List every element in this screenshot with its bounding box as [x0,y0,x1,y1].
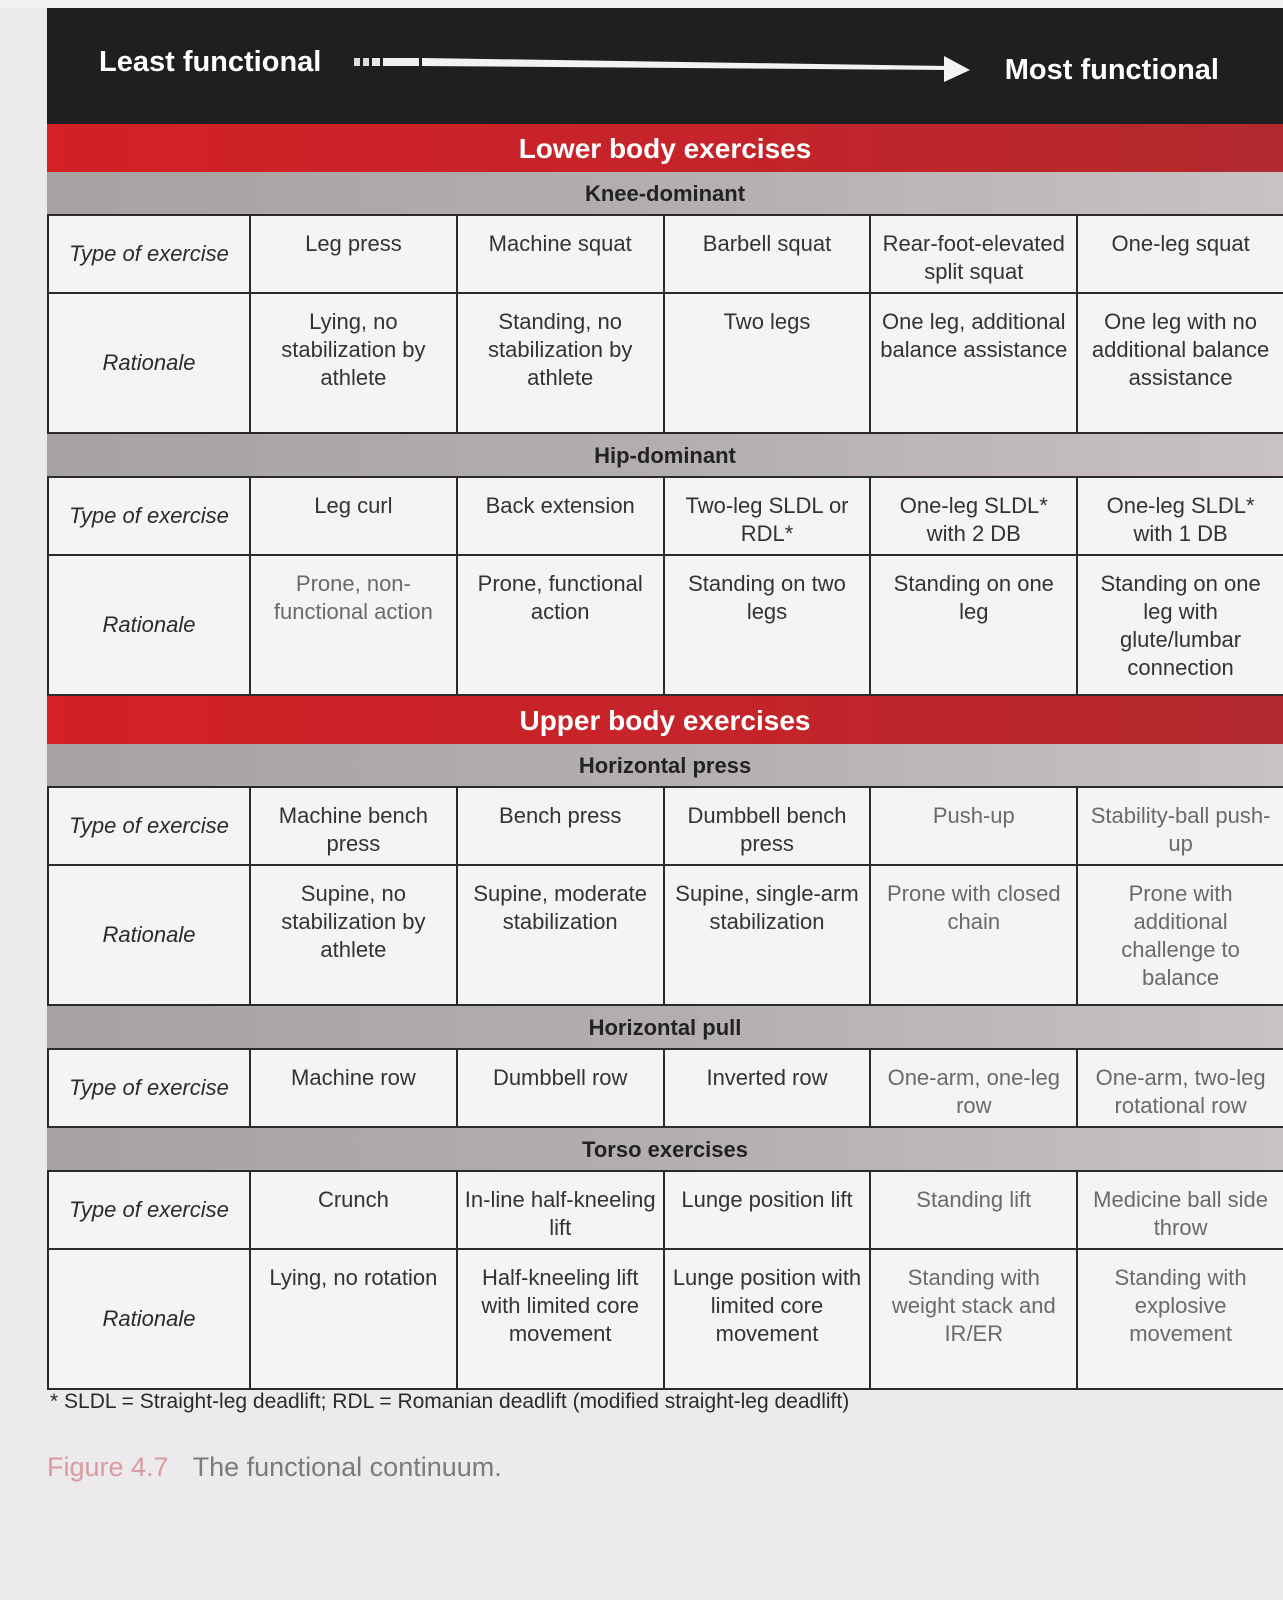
continuum-header [47,8,1283,124]
group-heading: Horizontal press [47,744,1283,786]
functional-continuum-figure [47,8,1283,1390]
table-cell: Prone, non-functional action [250,555,457,695]
row-label: Rationale [48,865,250,1005]
table-cell: Medicine ball side throw [1077,1171,1283,1249]
exercise-table [47,1048,1283,1128]
exercise-sections [47,124,1283,1390]
table-cell: Half-kneeling lift with limited core movement [457,1249,664,1389]
row-label: Type of exercise [48,1049,250,1127]
continuum-arrow-icon [352,48,982,88]
table-cell: One-leg SLDL* with 1 DB [1077,477,1283,555]
group-heading: Knee-dominant [47,172,1283,214]
top-paper-edge [0,0,1283,8]
table-cell: Two legs [664,293,871,433]
table-cell: One leg with no additional balance assistance [1077,293,1283,433]
table-cell: Bench press [457,787,664,865]
table-row [48,215,1283,293]
table-cell: Standing with weight stack and IR/ER [870,1249,1077,1389]
table-row [48,1049,1283,1127]
table-row [48,865,1283,1005]
exercise-table [47,214,1283,434]
figure-caption [47,1452,502,1483]
table-cell: Standing on one leg with glute/lumbar connection [1077,555,1283,695]
table-cell: Machine row [250,1049,457,1127]
table-cell: Inverted row [664,1049,871,1127]
group-heading: Torso exercises [47,1128,1283,1170]
most-functional-label: Most functional [1004,54,1219,86]
table-cell: Supine, no stabilization by athlete [250,865,457,1005]
row-label: Type of exercise [48,215,250,293]
table-cell: One-arm, one-leg row [870,1049,1077,1127]
table-cell: Prone, functional action [457,555,664,695]
table-cell: Standing with explosive movement [1077,1249,1283,1389]
exercise-table [47,786,1283,1006]
table-cell: Dumbbell bench press [664,787,871,865]
table-cell: Standing, no stabilization by athlete [457,293,664,433]
row-label: Type of exercise [48,787,250,865]
table-cell: Supine, moderate stabilization [457,865,664,1005]
table-cell: Leg press [250,215,457,293]
table-cell: Prone with additional challenge to balance [1077,865,1283,1005]
table-cell: One leg, additional balance assistance [870,293,1077,433]
table-cell: Lunge position lift [664,1171,871,1249]
table-cell: One-leg squat [1077,215,1283,293]
table-cell: Prone with closed chain [870,865,1077,1005]
table-cell: Machine bench press [250,787,457,865]
table-cell: Standing lift [870,1171,1077,1249]
row-label: Type of exercise [48,477,250,555]
table-cell: Two-leg SLDL or RDL* [664,477,871,555]
table-cell: Lunge position with limited core movement [664,1249,871,1389]
table-cell: Lying, no rotation [250,1249,457,1389]
table-cell: One-arm, two-leg rotational row [1077,1049,1283,1127]
table-cell: Back extension [457,477,664,555]
table-cell: Leg curl [250,477,457,555]
section-heading: Upper body exercises [47,696,1283,744]
figure-title: The functional continuum. [192,1452,502,1482]
table-cell: Crunch [250,1171,457,1249]
table-cell: Dumbbell row [457,1049,664,1127]
exercise-table [47,1170,1283,1390]
group-heading: Horizontal pull [47,1006,1283,1048]
row-label: Rationale [48,1249,250,1389]
table-row [48,787,1283,865]
table-cell: In-line half-kneeling lift [457,1171,664,1249]
table-row [48,1171,1283,1249]
table-cell: Rear-foot-elevated split squat [870,215,1077,293]
table-row [48,555,1283,695]
table-cell: Machine squat [457,215,664,293]
table-cell: Standing on one leg [870,555,1077,695]
section-heading: Lower body exercises [47,124,1283,172]
table-cell: Standing on two legs [664,555,871,695]
least-functional-label: Least functional [99,46,322,78]
table-cell: Supine, single-arm stabilization [664,865,871,1005]
table-row [48,293,1283,433]
table-cell: Push-up [870,787,1077,865]
table-cell: Barbell squat [664,215,871,293]
row-label: Rationale [48,555,250,695]
group-heading: Hip-dominant [47,434,1283,476]
table-cell: Stability-ball push-up [1077,787,1283,865]
table-cell: One-leg SLDL* with 2 DB [870,477,1077,555]
row-label: Rationale [48,293,250,433]
table-cell: Lying, no stabilization by athlete [250,293,457,433]
figure-label: Figure 4.7 [47,1452,169,1482]
table-row [48,477,1283,555]
footnote: * SLDL = Straight-leg deadlift; RDL = Romanian deadlift (modified straight-leg deadlift) [50,1390,850,1413]
row-label: Type of exercise [48,1171,250,1249]
exercise-table [47,476,1283,696]
table-row [48,1249,1283,1389]
